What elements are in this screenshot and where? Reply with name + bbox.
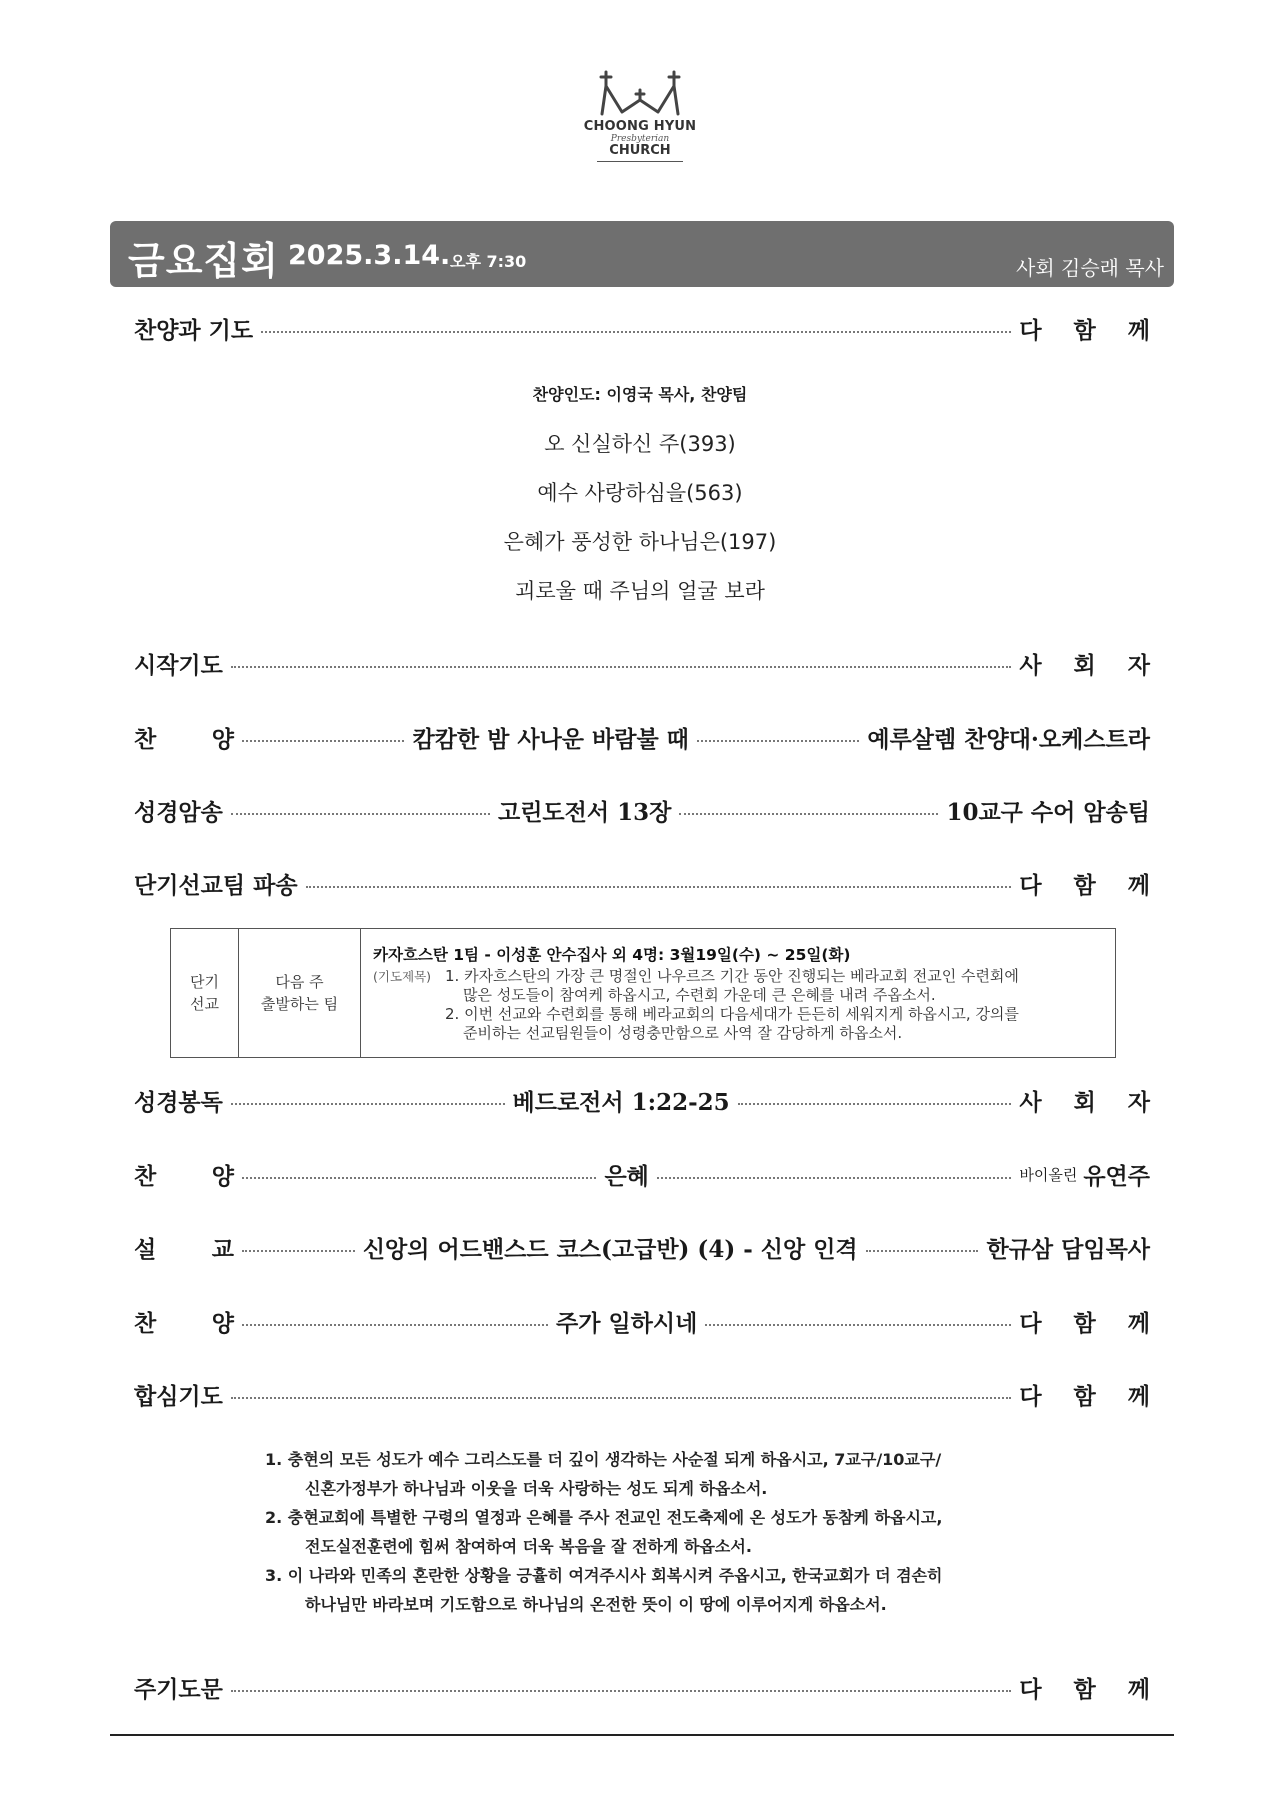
order-leader: 사 회 자 [1019, 651, 1162, 679]
order-leader: 한규삼 담임목사 [986, 1235, 1151, 1263]
song-item: 괴로울 때 주님의 얼굴 보라 [515, 579, 765, 603]
mission-team-name: 카자흐스탄 1팀 - 이성훈 안수집사 외 4명: 3월19일(수) ~ 25일(화) [373, 945, 851, 964]
sermon-title: 신앙의 어드밴스드 코스(고급반) (4) - 신앙 인격 [362, 1235, 858, 1263]
mission-category [171, 929, 239, 1058]
service-header [110, 221, 1174, 287]
order-label: 찬 양 [134, 1309, 234, 1337]
prayer-text: 1. 카자흐스탄의 가장 큰 명절인 나우르즈 기간 동안 진행되는 베라교회 전교인 수련회에 [445, 966, 1019, 985]
order-leader: 다 함 께 [1019, 871, 1162, 899]
leader-dots [231, 1690, 1011, 1692]
song-item: 은혜가 풍성한 하나님은(197) [503, 530, 777, 554]
order-label: 설 교 [134, 1235, 234, 1263]
service-presider: 사회 김승래 목사 [1016, 256, 1164, 280]
mission-table [170, 928, 1116, 1058]
order-leader: 예루살렘 찬양대·오케스트라 [867, 725, 1151, 753]
order-title: 은혜 [604, 1162, 649, 1190]
order-label: 찬양과 기도 [134, 316, 254, 344]
mission-heading-line: 다음 주 [275, 973, 324, 991]
order-row [134, 1230, 1150, 1264]
logo-rule [597, 161, 683, 162]
order-title: 캄캄한 밤 사나운 바람불 때 [412, 725, 689, 753]
prayer-tag: (기도제목) [373, 968, 432, 984]
leader-dots [231, 1103, 505, 1105]
prayer-item-line: 전도실전훈련에 힘써 참여하여 더욱 복음을 잘 전하게 하옵소서. [305, 1537, 752, 1556]
prayer-item-line: 3. 이 나라와 민족의 혼란한 상황을 긍휼히 여겨주시사 회복시켜 주옵시고, 한국교회가 더 겸손히 [265, 1566, 943, 1585]
prayer-item-line: 1. 충현의 모든 성도가 예수 그리스도를 더 깊이 생각하는 사순절 되게 하옵시고, 7교구/10교구/ [265, 1450, 942, 1469]
order-row [134, 866, 1162, 900]
order-leader: 다 함 께 [1019, 316, 1162, 344]
order-leader: 다 함 께 [1019, 1675, 1162, 1703]
song-item: 예수 사랑하심을(563) [537, 481, 743, 505]
leader-dots [242, 740, 404, 742]
order-label: 시작기도 [134, 651, 223, 679]
service-title: 금요집회 [128, 239, 279, 283]
prayer-item-line: 2. 충현교회에 특별한 구령의 열정과 은혜를 주사 전교인 전도축제에 온 성도가 동참케 하옵시고, [265, 1508, 943, 1527]
mission-heading-line: 출발하는 팀 [260, 995, 339, 1013]
order-row [134, 793, 1150, 827]
order-label: 단기선교팀 파송 [134, 871, 298, 899]
service-time: 오후 7:30 [450, 252, 527, 271]
mission-team-heading [239, 929, 361, 1058]
leader-dots [242, 1177, 596, 1179]
leader-dots [242, 1250, 355, 1252]
order-leader: 10교구 수어 암송팀 [946, 798, 1151, 826]
order-row [134, 646, 1162, 680]
order-row [134, 1157, 1150, 1191]
order-title: 베드로전서 1:22-25 [512, 1088, 730, 1116]
leader-dots [231, 1397, 1011, 1399]
order-leader: 다 함 께 [1019, 1309, 1162, 1337]
order-title: 고린도전서 13장 [498, 798, 672, 826]
order-label: 성경암송 [134, 798, 223, 826]
order-instrument: 바이올린 [1019, 1165, 1078, 1184]
prayer-line [373, 967, 1103, 986]
order-row [134, 1083, 1163, 1117]
bottom-rule [110, 1734, 1174, 1736]
praise-leader: 찬양인도: 이영국 목사, 찬양팀 [532, 385, 748, 404]
leader-dots [705, 1324, 1011, 1326]
leader-dots [231, 666, 1011, 668]
mission-category-line: 단기 [190, 973, 219, 991]
prayer-line [373, 1005, 1103, 1024]
church-logo [580, 68, 700, 178]
mission-category-line: 선교 [190, 995, 219, 1013]
logo-line-1: CHOONG HYUN [583, 119, 697, 134]
leader-dots [242, 1324, 548, 1326]
mission-details [361, 929, 1116, 1058]
logo-line-3: CHURCH [609, 143, 671, 158]
leader-dots [738, 1103, 1012, 1105]
prayer-item [265, 1503, 1045, 1561]
service-date: 2025.3.14. [288, 240, 451, 271]
order-row [134, 1670, 1162, 1704]
prayer-line [373, 986, 1103, 1005]
order-label: 찬 양 [134, 725, 234, 753]
prayer-item [265, 1561, 1045, 1619]
leader-dots [697, 740, 859, 742]
order-leader: 유연주 [1083, 1162, 1150, 1190]
order-label: 주기도문 [134, 1675, 223, 1703]
unison-prayer-list [265, 1445, 1045, 1619]
leader-dots [679, 813, 938, 815]
prayer-text: 2. 이번 선교와 수련회를 통해 베라교회의 다음세대가 든든히 세워지게 하옵시고, 강의를 [445, 1004, 1019, 1023]
leader-dots [657, 1177, 1011, 1179]
order-leader: 사 회 자 [1019, 1088, 1163, 1116]
order-label: 성경봉독 [134, 1088, 223, 1116]
order-row [134, 720, 1150, 754]
order-row [134, 1304, 1162, 1338]
order-leader: 다 함 께 [1019, 1382, 1162, 1410]
church-cross-icon [592, 68, 688, 118]
order-row [134, 311, 1162, 345]
leader-dots [261, 331, 1011, 333]
leader-dots [231, 813, 490, 815]
prayer-line [373, 1024, 1103, 1043]
leader-dots [306, 886, 1012, 888]
leader-dots [866, 1250, 979, 1252]
prayer-text: 준비하는 선교팀원들이 성령충만함으로 사역 잘 감당하게 하옵소서. [463, 1023, 903, 1042]
prayer-item-line: 신혼가정부가 하나님과 이웃을 더욱 사랑하는 성도 되게 하옵소서. [305, 1479, 768, 1498]
logo-line-2: Presbyterian [610, 134, 670, 144]
order-title: 주가 일하시네 [556, 1309, 698, 1337]
prayer-item-line: 하나님만 바라보며 기도함으로 하나님의 온전한 뜻이 이 땅에 이루어지게 하옵소서. [305, 1595, 887, 1614]
song-item: 오 신실하신 주(393) [544, 432, 736, 456]
order-label: 합심기도 [134, 1382, 223, 1410]
order-row [134, 1377, 1162, 1411]
prayer-item [265, 1445, 1045, 1503]
prayer-text: 많은 성도들이 참여케 하옵시고, 수련회 가운데 큰 은혜를 내려 주옵소서. [463, 985, 936, 1004]
order-label: 찬 양 [134, 1162, 234, 1190]
